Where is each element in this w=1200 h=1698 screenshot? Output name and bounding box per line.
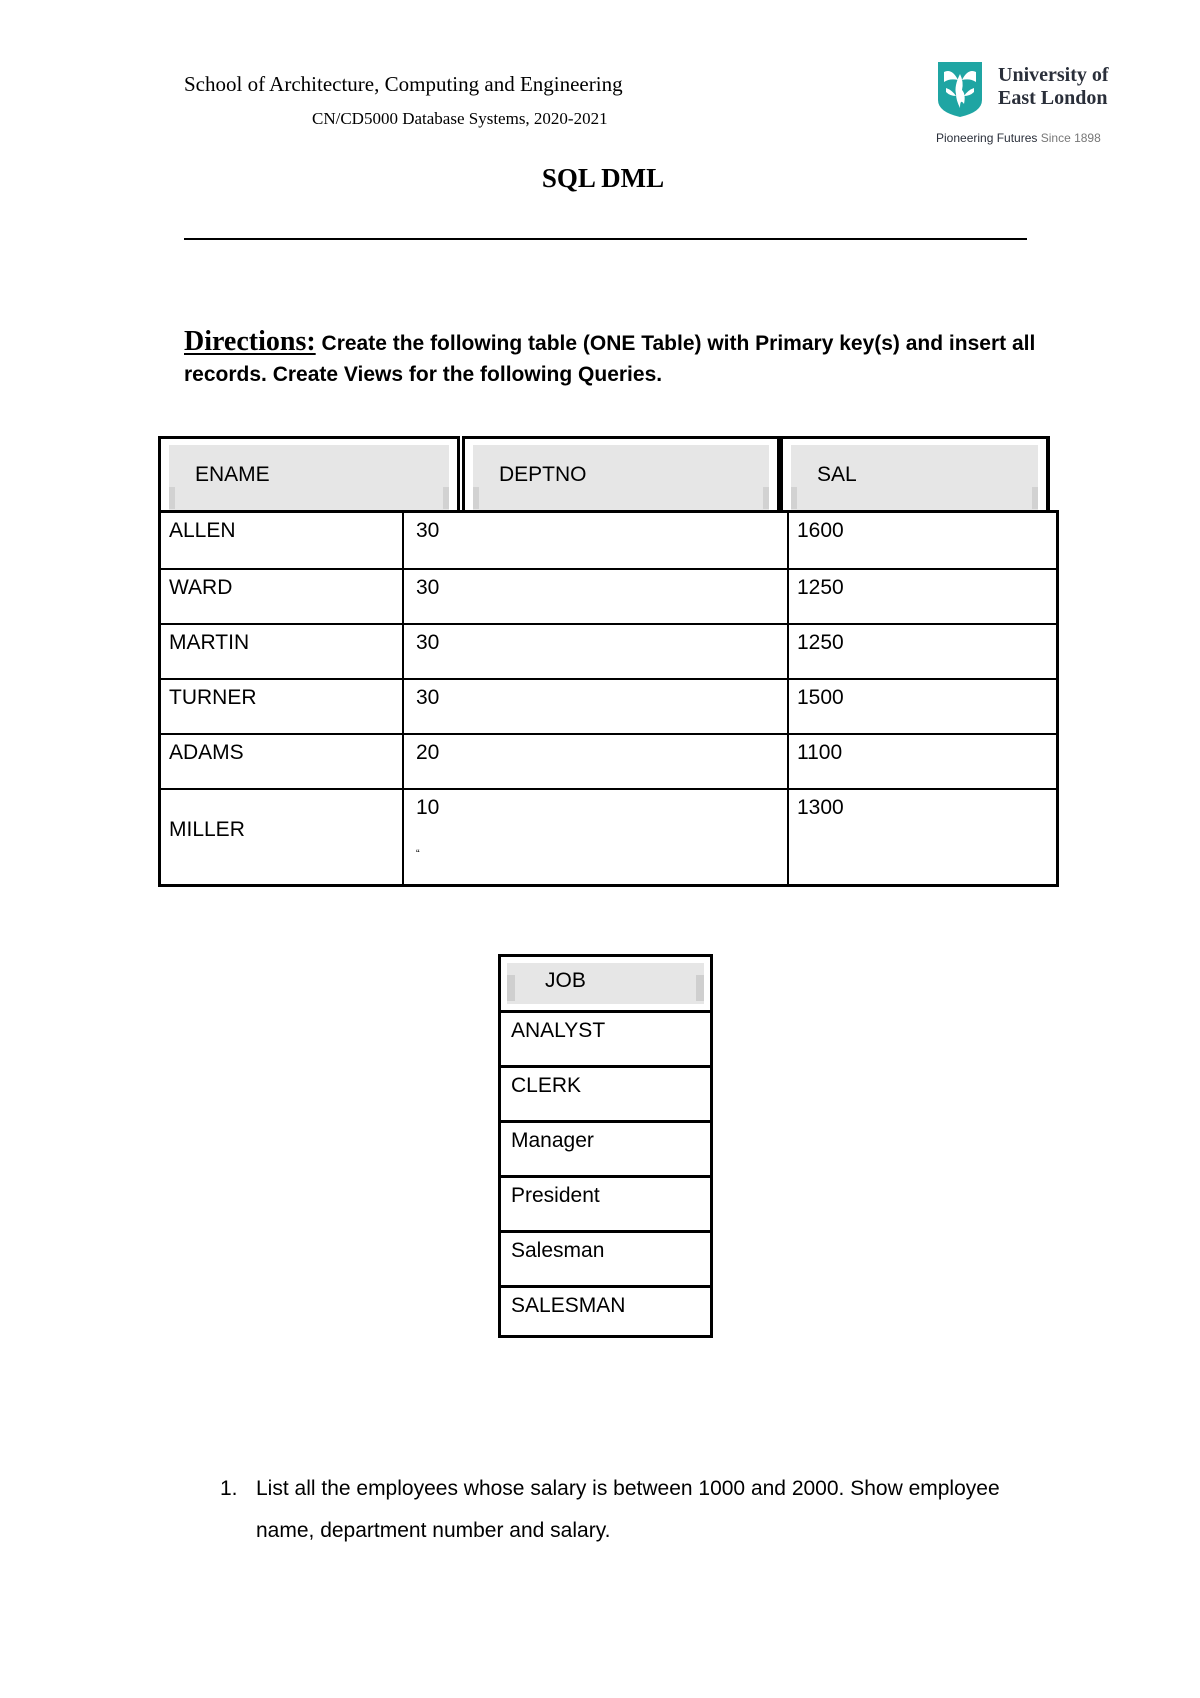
column-header-sal: SAL [780, 436, 1050, 512]
school-name: School of Architecture, Computing and Engineering [184, 72, 623, 96]
cell-ename: TURNER [161, 680, 404, 733]
question-number: 1. [220, 1477, 238, 1500]
list-item: ANALYST [501, 1013, 710, 1068]
directions-label: Directions: [184, 326, 316, 357]
question-text: List all the employees whose salary is between 1000 and 2000. Show employee name, department number and salary. [256, 1477, 1000, 1542]
cell-ename: WARD [161, 570, 404, 623]
column-header-job: JOB [501, 957, 710, 1013]
question-item [220, 1468, 1040, 1552]
employee-table [158, 436, 1059, 887]
header-divider [184, 238, 1027, 240]
cell-ename: MILLER [161, 790, 404, 884]
cell-deptno: 30 [404, 570, 789, 623]
directions [184, 326, 1044, 390]
cell-sal: 1250 [797, 631, 844, 654]
university-tagline: Pioneering Futures Since 1898 [936, 131, 1101, 145]
university-logo [936, 58, 1158, 154]
cell-sal: 1500 [797, 686, 844, 709]
directions-text: Create the following table (ONE Table) with Primary key(s) and insert all records. Create Views for the following Queries. [184, 332, 1036, 386]
paragraph-mark: “ [416, 848, 420, 860]
cell-ename: ALLEN [161, 513, 404, 568]
list-item: Salesman [501, 1233, 710, 1288]
column-header-ename: ENAME [158, 436, 460, 512]
course-title: CN/CD5000 Database Systems, 2020-2021 [312, 109, 608, 128]
cell-sal: 1300 [797, 796, 844, 819]
list-item: President [501, 1178, 710, 1233]
cell-sal: 1600 [797, 519, 844, 542]
cell-deptno: 30 [404, 513, 789, 568]
table-row [161, 568, 1056, 623]
university-name: University of East London [998, 64, 1109, 109]
table-row [161, 513, 1056, 568]
page-title: SQL DML [541, 163, 665, 193]
list-item: CLERK [501, 1068, 710, 1123]
table-row [161, 623, 1056, 678]
cell-deptno: 30 [404, 680, 789, 733]
cell-sal: 1250 [797, 576, 844, 599]
cell-deptno: 20 [404, 735, 789, 788]
table-row [161, 733, 1056, 788]
cell-deptno: 10 “ [404, 790, 789, 884]
job-table [498, 954, 713, 1338]
phoenix-crest-icon [936, 60, 984, 118]
table-row [161, 678, 1056, 733]
column-header-deptno: DEPTNO [462, 436, 780, 512]
table-row [161, 788, 1056, 884]
cell-ename: MARTIN [161, 625, 404, 678]
list-item: SALESMAN [511, 1294, 626, 1317]
cell-deptno: 30 [404, 625, 789, 678]
list-item: Manager [501, 1123, 710, 1178]
cell-sal: 1100 [797, 741, 843, 764]
employee-rows [158, 510, 1059, 887]
cell-ename: ADAMS [161, 735, 404, 788]
